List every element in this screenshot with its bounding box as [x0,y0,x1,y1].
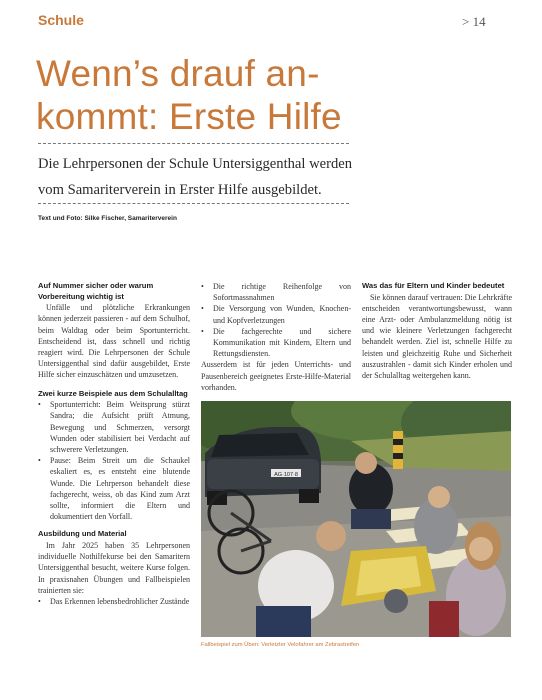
heading-training: Ausbildung und Material [38,529,127,539]
divider-top [38,143,349,144]
training-list-continued [201,281,351,359]
list-item: • Die richtige Reihenfolge von Sofortmassnahmen [201,281,351,303]
heading-preparation: Auf Nummer sicher oder warum Vorbereitung wichtig ist [38,281,154,301]
photo-illustration [201,401,511,637]
divider-bottom [38,203,349,204]
column-2 [201,281,351,393]
photo-caption: Fallbeispiel zum Üben: Verletzter Velofahrer am Zebrastreifen [201,642,360,648]
photo-first-aid-exercise [201,401,511,637]
examples-list [38,399,190,522]
title-line-2: kommt: Erste Hilfe [36,96,342,137]
heading-examples: Zwei kurze Beispiele aus dem Schulalltag [38,388,188,398]
column-3 [362,281,512,381]
author-credit: Text und Foto: Silke Fischer, Samariterverein [38,215,177,222]
list-item: • Sportunterricht: Beim Weitsprung stürzt Sandra; die Aufsicht prüft Atmung, Bewegung und Schmerzen, versorgt Wunden oder stabilisiert bei Verdacht auf schwerere Verletzungen. [38,399,190,455]
list-item: • Das Erkennen lebensbedrohlicher Zustände [38,596,190,607]
paragraph-parents: Sie können darauf vertrauen: Die Lehrkräfte entscheiden verantwortungsbewusst, wann eine Arzt- oder Ambulanzmeldung nötig ist und wie kleinere Verletzungen fachgerecht behandelt werden. Ziel ist, schnelle Hilfe zu leisten und gleichzeitig Ruhe und Sicherheit auszustrahlen - damit sich Kinder erholen und der Schulalltag weitergehen kann. [362,292,512,381]
list-item: • Die fachgerechte und sichere Kommunikation mit Kindern, Eltern und Rettungsdiensten. [201,326,351,360]
lead-paragraph: Die Lehrpersonen der Schule Untersiggenthal werden vom Samariterverein in Erster Hilfe ausgebildet. [38,156,353,198]
list-item: • Pause: Beim Streit um die Schaukel eskaliert es, es entsteht eine blutende Wunde. Die Lehrperson behandelt diese fachgerecht, weiss, ob das Kind zum Arzt sollte, informiert die Eltern und dokumentiert den Vorfall. [38,455,190,522]
title-line-1: Wenn’s drauf an- [36,53,320,94]
list-item: • Die Versorgung von Wunden, Knochen- und Kopfverletzungen [201,303,351,325]
section-label: Schule [38,12,84,28]
paragraph-preparation: Unfälle und plötzliche Erkrankungen können jederzeit passieren - auf dem Schulhof, beim Waldtag oder beim Sportunterricht. Entscheidend ist, dass schnell und richtig reagiert wird. Die Lehrpersonen der Schule Untersiggenthal sind dafür ausgebildet, Erste Hilfe sicher einzuschätzen und umzusetzen. [38,303,190,380]
license-plate: AG·107·8 [274,472,298,478]
column-1 [38,281,190,607]
article-title [36,52,516,138]
paragraph-training: Im Jahr 2025 haben 35 Lehrpersonen individuelle Nothilfekurse bei den Samaritern Untersiggenthal besucht, weitere Kurse folgen. In praxisnahen Übungen und Fallbeispielen trainierten sie: [38,541,190,595]
paragraph-material: Ausserdem ist für jeden Unterrichts- und Pausenbereich geeignetes Erste-Hilfe-Material vorhanden. [201,360,351,392]
heading-parents: Was das für Eltern und Kinder bedeutet [362,281,505,290]
training-list [38,596,190,607]
page-number: > 14 [462,14,486,29]
